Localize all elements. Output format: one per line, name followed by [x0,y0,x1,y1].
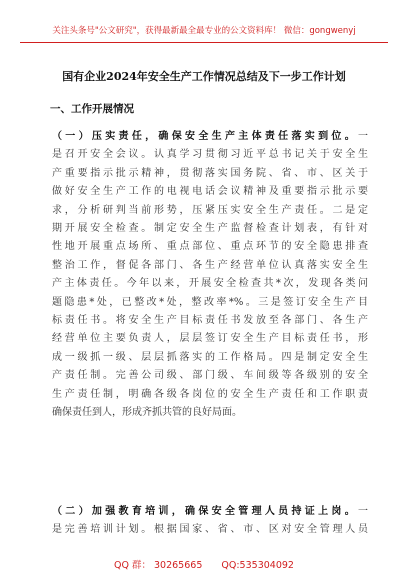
paragraph-line: 成一级抓一级、层层抓落实的工作格局。四是制定安全生 [52,351,368,363]
paragraph-line: 题隐患*处，已整改*处，整改率*%。三是签订安全生产目 [52,296,368,308]
footer-qq-group: QQ 群： 30265665 [114,560,203,571]
footer-qq: QQ:535304092 [221,560,294,571]
paragraph-line: 确保责任到人，形成齐抓共管的良好局面。 [52,407,242,419]
paragraph-line: 经营单位主要负责人，层层签订安全生产目标责任书，形 [52,333,368,345]
paragraph-line: 整治工作，督促各部门、各生产经营单位认真落实安全生 [52,259,368,271]
paragraph-line: 求，分析研判当前形势，压紧压实安全生产责任。二是定 [52,204,368,216]
paragraph-line: 生产责任制，明确各级各岗位的安全生产责任和工作职责 [52,388,368,400]
watermark-footer [0,557,408,571]
paragraph-lead: （一）压实责任，确保安全生产主体责任落实到位。 [52,131,358,142]
paragraph-line: 标责任书。将安全生产目标责任书发放至各部门、各生产 [52,315,368,327]
paragraph-line: 是召开安全会议。认真学习贯彻习近平总书记关于安全生 [52,149,368,161]
paragraph-line: 产重要指示批示精神，贯彻落实国务院、省、市、区关于 [52,167,368,179]
watermark-header: 关注头条号"公文研究"，获得最新最全最专业的公文资料库！ 微信：gongwenyj [20,24,388,43]
paragraph-line: 性地开展重点场所、重点部位、重点环节的安全隐患排查 [52,241,368,253]
paragraph-lead: （二）加强教育培训，确保安全管理人员持证上岗。 [52,506,358,517]
paragraph-1 [52,128,368,423]
paragraph-line: 产主体责任。今年以来，开展安全检查共*次，发现各类问 [52,278,368,290]
document-title: 国有企业2024年安全生产工作情况总结及下一步工作计划 [62,70,346,83]
paragraph-line: 产责任制。完善公司级、部门级、车间级等各级别的安全 [52,370,368,382]
paragraph-line: 做好安全生产工作的电视电话会议精神及重要指示批示要 [52,186,368,198]
paragraph-2 [52,503,368,540]
paragraph-line: 期开展安全检查。制定安全生产监督检查计划表，有针对 [52,223,368,235]
paragraph-line: 是完善培训计划。根据国家、省、市、区对安全管理人员 [52,524,368,536]
paragraph-line: （二）加强教育培训，确保安全管理人员持证上岗。一 [52,506,368,517]
section-heading: 一、工作开展情况 [50,103,134,115]
paragraph-line: （一）压实责任，确保安全生产主体责任落实到位。一 [52,131,368,142]
